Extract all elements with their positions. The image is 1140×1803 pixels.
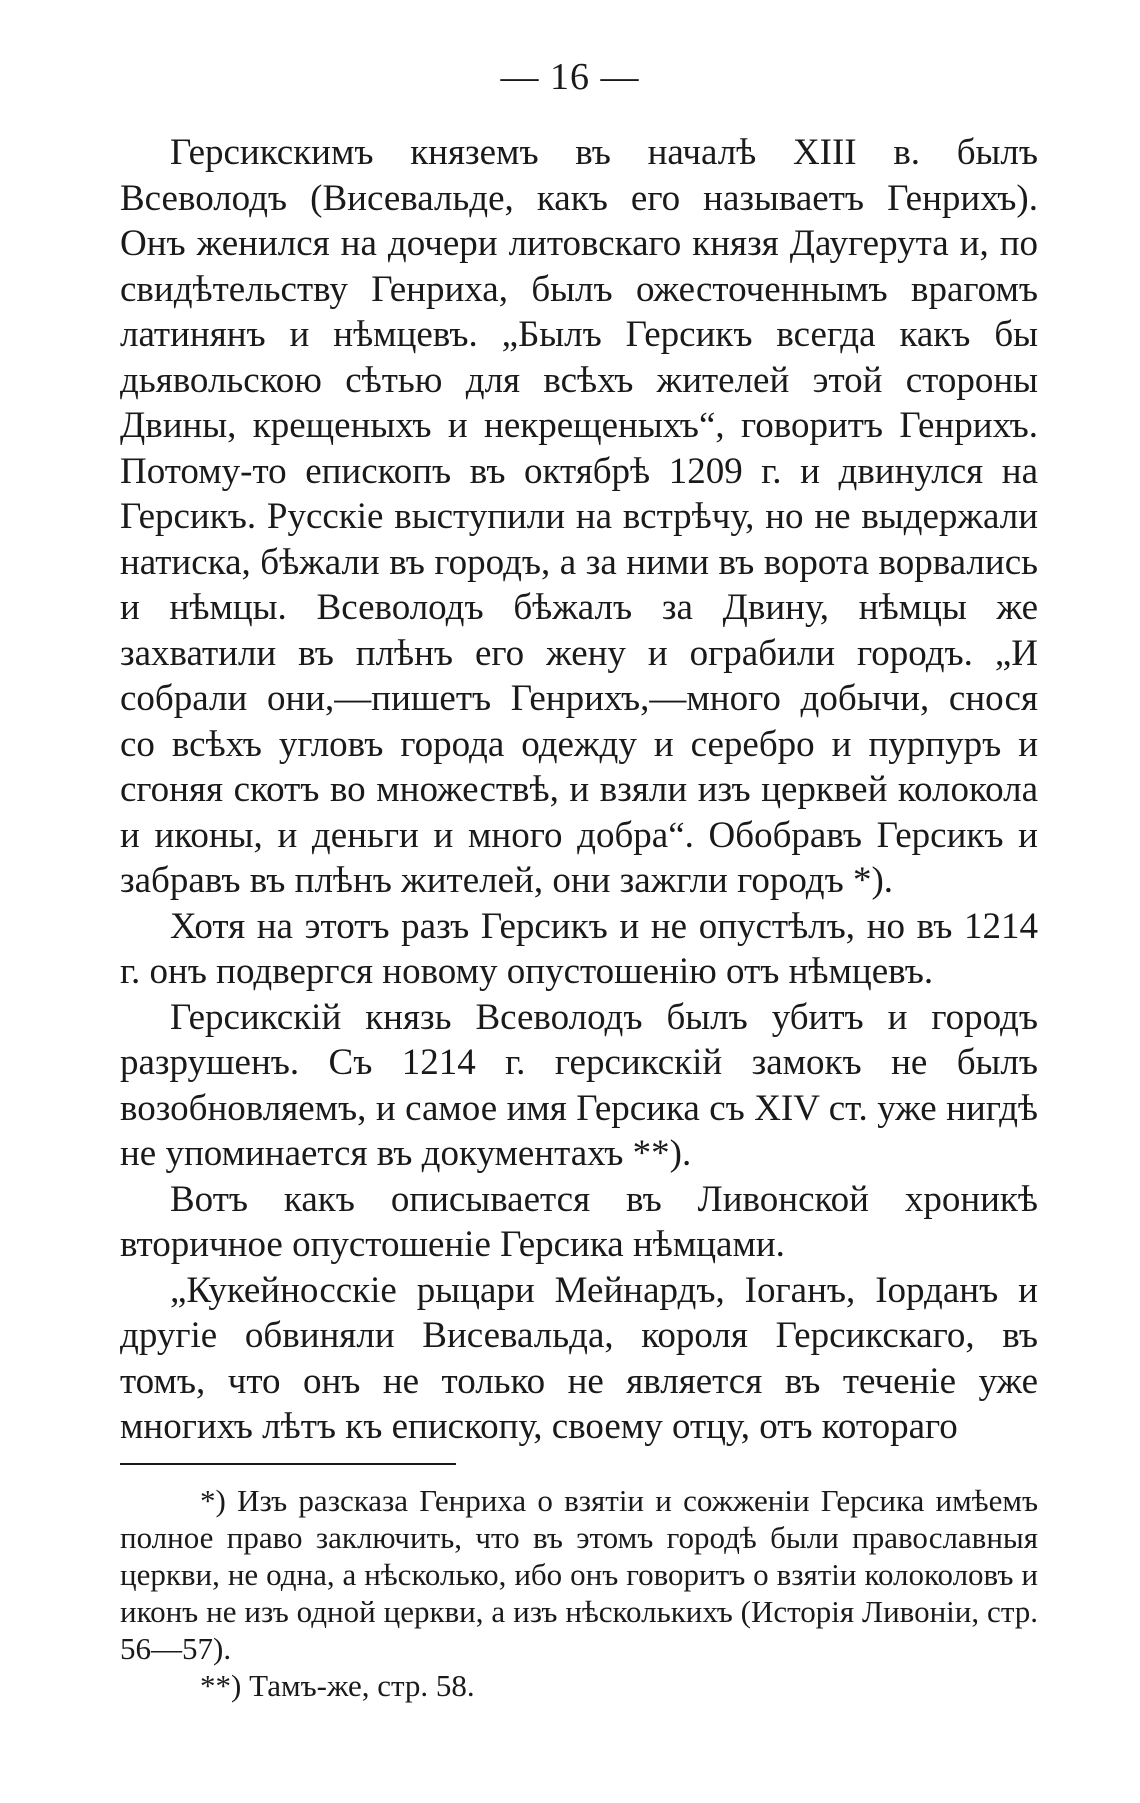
paragraph-3: Герсикскій князь Всеволодъ былъ убитъ и городъ разрушенъ. Съ 1214 г. герсикскій замокъ не былъ возобновляемъ, и самое имя Герсика съ XIV ст. уже нигдѣ не упоминается въ документахъ **). (120, 996, 1038, 1174)
main-text (120, 130, 1038, 1450)
page-number: — 16 — (500, 56, 640, 98)
footnote-divider (120, 1463, 456, 1465)
footnotes (120, 1482, 1038, 1704)
footnote-1: *) Изъ разсказа Генриха о взятіи и сожженіи Герсика имѣемъ полное право заключить, что въ этомъ городѣ были православныя церкви, не одна, а нѣсколько, ибо онъ говоритъ о взятіи колоколовъ и иконъ не изъ одной церкви, а изъ нѣсколькихъ (Исторія Ливоніи, стр. 56—57). (120, 1483, 1038, 1666)
paragraph-5: „Кукейносскіе рыцари Мейнардъ, Іоганъ, Іорданъ и другіе обвиняли Висевальда, короля Герсикскаго, въ томъ, что онъ не только не является въ теченіе уже многихъ лѣтъ къ епископу, своему отцу, отъ котораго (120, 1269, 1038, 1447)
paragraph-4: Вотъ какъ описывается въ Ливонской хроникѣ вторичное опустошеніе Герсика нѣмцами. (120, 1178, 1038, 1265)
footnote-2: **) Тамъ-же, стр. 58. (200, 1668, 475, 1703)
paragraph-2: Хотя на этотъ разъ Герсикъ и не опустѣлъ, но въ 1214 г. онъ подвергся новому опустошенію отъ нѣмцевъ. (120, 905, 1038, 992)
paragraph-1: Герсикскимъ княземъ въ началѣ XIII в. былъ Всеволодъ (Висевальде, какъ его называетъ Генрихъ). Онъ женился на дочери литовскаго князя Даугерута и, по свидѣтельству Генриха, былъ ожесточеннымъ врагомъ латинянъ и нѣмцевъ. „Былъ Герсикъ всегда какъ бы дьявольскою сѣтью для всѣхъ жителей этой стороны Двины, крещеныхъ и некрещеныхъ“, говоритъ Генрихъ. Потому-то епископъ въ октябрѣ 1209 г. и двинулся на Герсикъ. Русскіе выступили на встрѣчу, но не выдержали натиска, бѣжали въ городъ, а за ними въ ворота ворвались и нѣмцы. Всеволодъ бѣжалъ за Двину, нѣмцы же захватили въ плѣнъ его жену и ограбили городъ. „И собрали они,—пишетъ Генрихъ,—много добычи, снося со всѣхъ угловъ города одежду и серебро и пурпуръ и сгоняя скотъ во множествѣ, и взяли изъ церквей колокола и иконы, и деньги и много добра“. Обобравъ Герсикъ и забравъ въ плѣнъ жителей, они зажгли городъ *). (120, 132, 1038, 901)
